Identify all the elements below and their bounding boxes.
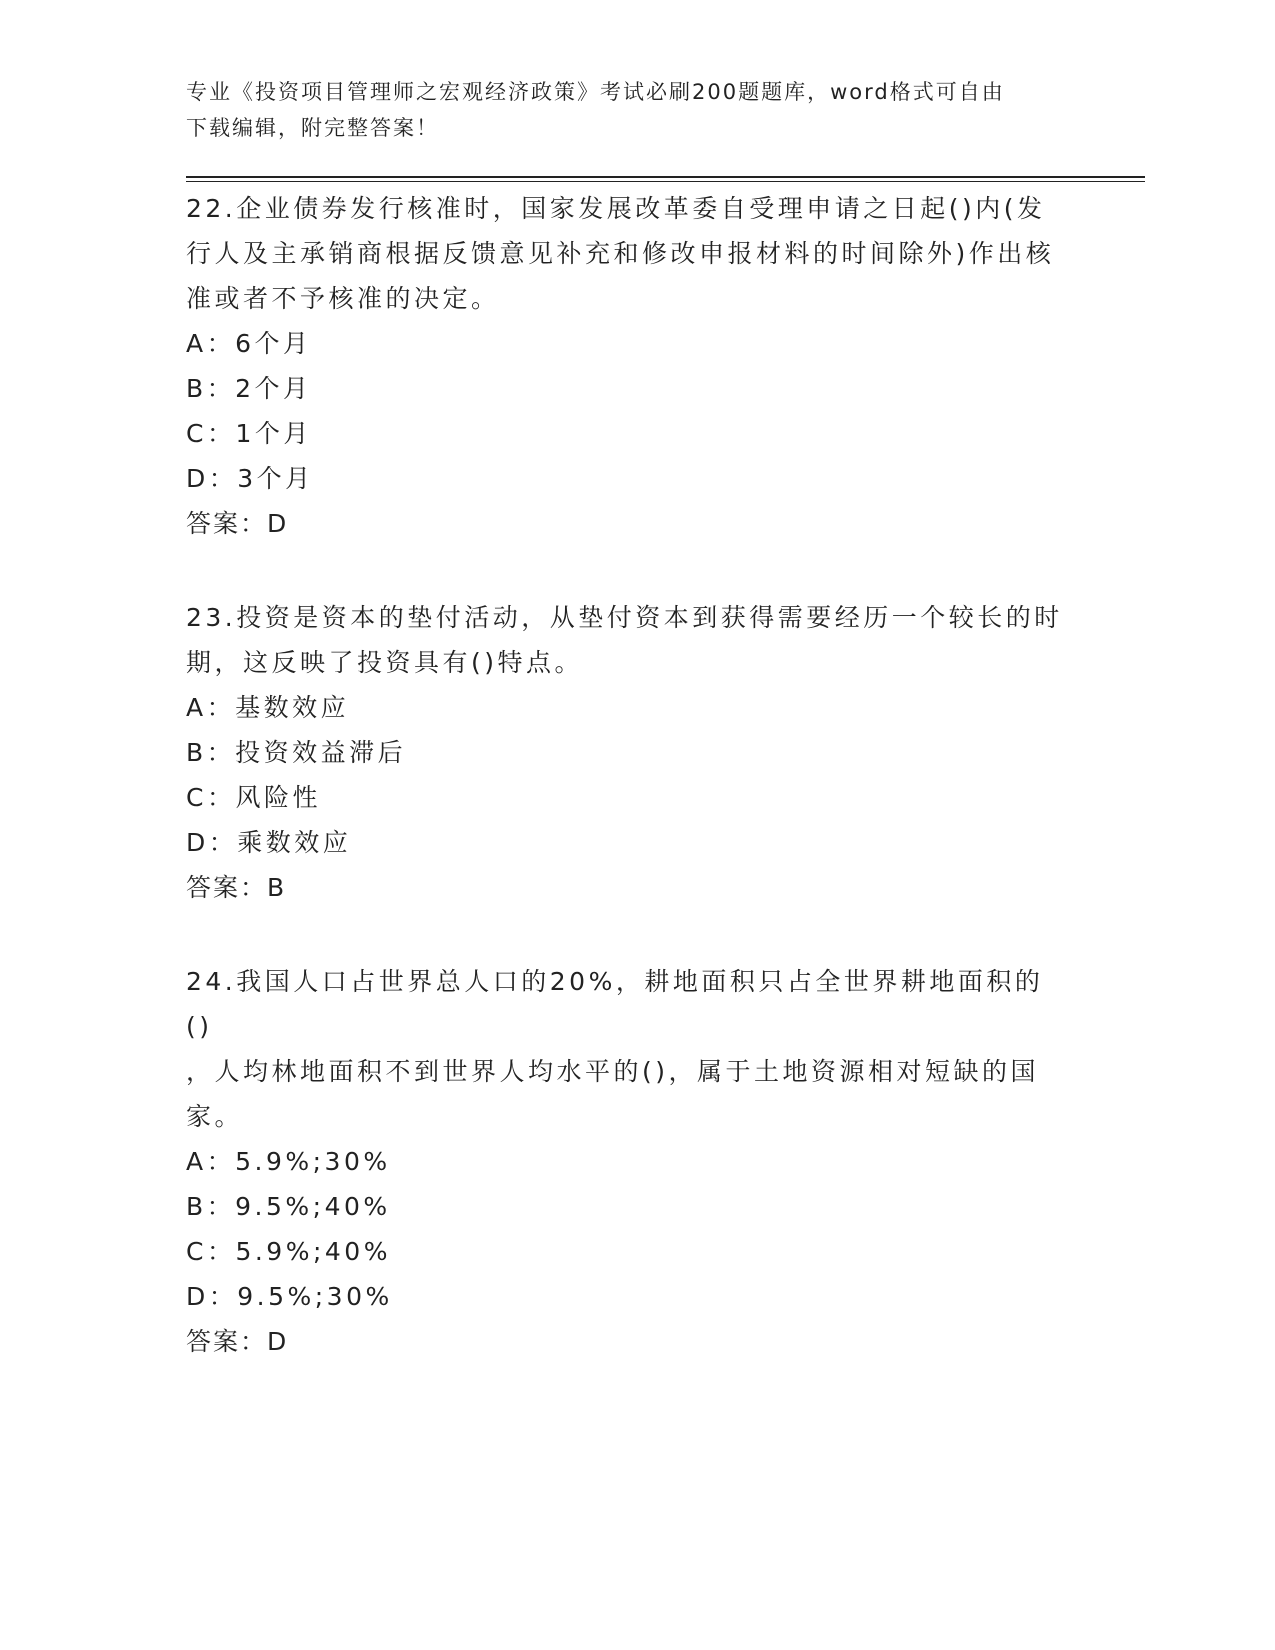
answer: 答案：B bbox=[186, 873, 287, 902]
stem-line: ，人均林地面积不到世界人均水平的()，属于土地资源相对短缺的国 bbox=[186, 1057, 1040, 1086]
option-b: B：投资效益滞后 bbox=[186, 738, 407, 767]
option-a: A：基数效应 bbox=[186, 693, 350, 722]
answer: 答案：D bbox=[186, 509, 289, 538]
stem-line: 家。 bbox=[186, 1102, 244, 1131]
option-a: A：5.9%;30% bbox=[186, 1147, 391, 1176]
question-22 bbox=[186, 186, 1066, 546]
stem-line: 24.我国人口占世界总人口的20%，耕地面积只占全世界耕地面积的() bbox=[186, 967, 1044, 1041]
option-b: B：9.5%;40% bbox=[186, 1192, 391, 1221]
question-stem bbox=[186, 595, 1066, 685]
option-d: D：9.5%;30% bbox=[186, 1282, 393, 1311]
option-c: C：风险性 bbox=[186, 783, 321, 812]
option-b: B：2个月 bbox=[186, 374, 312, 403]
option-c: C：5.9%;40% bbox=[186, 1237, 391, 1266]
option-c: C：1个月 bbox=[186, 419, 312, 448]
stem-line: 准或者不予核准的决定。 bbox=[186, 284, 500, 313]
option-d: D：3个月 bbox=[186, 464, 314, 493]
stem-line: 23.投资是资本的垫付活动，从垫付资本到获得需要经历一个较长的时 bbox=[186, 603, 1063, 632]
stem-line: 行人及主承销商根据反馈意见补充和修改申报材料的时间除外)作出核 bbox=[186, 239, 1055, 268]
header-line-1: 专业《投资项目管理师之宏观经济政策》考试必刷200题题库，word格式可自由 bbox=[186, 80, 1005, 104]
question-23 bbox=[186, 595, 1066, 910]
header-line-2: 下载编辑，附完整答案！ bbox=[186, 116, 439, 140]
answer: 答案：D bbox=[186, 1327, 289, 1356]
option-d: D：乘数效应 bbox=[186, 828, 352, 857]
option-a: A：6个月 bbox=[186, 329, 312, 358]
question-stem bbox=[186, 959, 1066, 1139]
stem-line: 期，这反映了投资具有()特点。 bbox=[186, 648, 584, 677]
question-stem bbox=[186, 186, 1066, 321]
stem-line: 22.企业债券发行核准时，国家发展改革委自受理申请之日起()内(发 bbox=[186, 194, 1046, 223]
document-header bbox=[186, 74, 1066, 146]
question-24 bbox=[186, 959, 1066, 1364]
header-divider-thick bbox=[186, 176, 1145, 178]
header-divider-thin bbox=[186, 181, 1145, 182]
question-list bbox=[186, 186, 1066, 1413]
